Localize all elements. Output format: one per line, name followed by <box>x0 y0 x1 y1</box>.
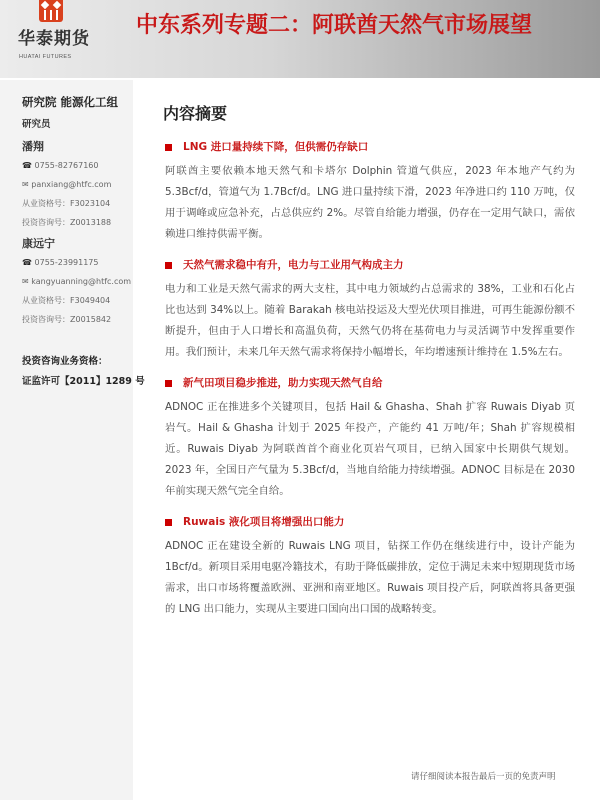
email-icon: ✉ <box>22 180 29 189</box>
section-heading: LNG 进口量持续下降，但供需仍存缺口 <box>183 141 369 153</box>
summary-section <box>165 139 575 245</box>
phone-icon: ☎ <box>22 258 32 267</box>
disclaimer-note: 请仔细阅读本报告最后一页的免责声明 <box>411 772 556 782</box>
section-body: ADNOC 正在推进多个关键项目，包括 Hail & Ghasha、Shah 扩容 Ruwais Diyab 页岩气。Hail & Ghasha 计划于 2025 年投产，产能约 41 万吨/年；Shah 扩容规模相近。Ruwais Diyab 为阿联酋首个商业化页岩气项目，已纳入国家中长期供气规划。2023 年，全国日产气量为 5.3Bcf/d，当地自给能力持续增强。ADNOC 目标是在 2030 年前实现天然气完全自给。 <box>165 401 575 497</box>
logo-text-cn: 华泰期货 <box>18 29 90 49</box>
researcher-label: 研究员 <box>22 119 51 130</box>
report-title: 中东系列专题二：阿联酋天然气市场展望 <box>136 13 533 38</box>
analyst-name: 潘翔 <box>22 140 44 153</box>
license-value: 证监许可【2011】1289 号 <box>22 376 145 387</box>
section-body: 电力和工业是天然气需求的两大支柱，其中电力领域约占总需求的 38%，工业和石化占比也达到 34%以上。随着 Barakah 核电站投运及大型光伏项目推进，可再生能源份额不断提升，但由于人口增长和高温负荷，天然气仍将在基荷电力与灵活调节中发挥重要作用。我们预计，未来几年天然气需求将保持小幅增长，年均增速预计维持在 1.5%左右。 <box>165 283 575 358</box>
analyst-email[interactable]: ✉ kangyuanning@htfc.com <box>22 277 132 286</box>
summary-content <box>165 139 575 632</box>
bullet-square-icon <box>165 262 172 269</box>
analyst-phone: ☎ 0755-23991175 <box>22 258 99 267</box>
analyst-phone: ☎ 0755-82767160 <box>22 161 99 170</box>
research-group: 研究院 能源化工组 <box>22 95 119 109</box>
email-icon: ✉ <box>22 277 29 286</box>
sidebar-content <box>22 95 145 395</box>
license-label: 投资咨询业务资格： <box>22 356 108 367</box>
logo-text-en: HUATAI FUTURES <box>19 54 72 60</box>
section-body: ADNOC 正在建设全新的 Ruwais LNG 项目，钻探工作仍在继续进行中，设计产能为 1Bcf/d。新项目采用电驱冷籍技术，有助于降低碳排放，定位于满足未来中短期现货市场需求，出口市场将覆盖欧洲、亚洲和南亚地区。Ruwais 项目投产后，阿联酋将具备更强的 LNG 出口能力，实现从主要进口国向出口国的战略转变。 <box>165 540 575 615</box>
analyst-advisory: 投资咨询号：Z0013188 <box>22 218 112 227</box>
analyst-qualification: 从业资格号：F3023104 <box>22 199 111 208</box>
analyst-name: 康远宁 <box>22 237 55 250</box>
section-heading: Ruwais 液化项目将增强出口能力 <box>183 516 345 528</box>
summary-section <box>165 514 575 620</box>
section-heading: 天然气需求稳中有升，电力与工业用气构成主力 <box>183 259 404 271</box>
analyst-qualification: 从业资格号：F3049404 <box>22 296 111 305</box>
section-heading: 新气田项目稳步推进，助力实现天然气自给 <box>183 377 383 389</box>
analyst-advisory: 投资咨询号：Z0015842 <box>22 315 112 324</box>
huatai-logo-icon <box>39 0 63 22</box>
summary-section <box>165 375 575 502</box>
bullet-square-icon <box>165 144 172 151</box>
phone-icon: ☎ <box>22 161 32 170</box>
summary-title: 内容摘要 <box>163 104 228 123</box>
report-header <box>0 0 600 78</box>
bullet-square-icon <box>165 380 172 387</box>
summary-section <box>165 257 575 363</box>
bullet-square-icon <box>165 519 172 526</box>
analyst-email[interactable]: ✉ panxiang@htfc.com <box>22 180 112 189</box>
section-body: 阿联酋主要依赖本地天然气和卡塔尔 Dolphin 管道气供应，2023 年本地产气约为 5.3Bcf/d，管道气为 1.7Bcf/d。LNG 进口量持续下滑，2023 年净进口约 110 万吨，仅用于调峰或应急补充，占总供应约 2%。尽管自给能力增强，仍存在一定用气缺口，需依赖进口维持供需平衡。 <box>165 165 575 240</box>
